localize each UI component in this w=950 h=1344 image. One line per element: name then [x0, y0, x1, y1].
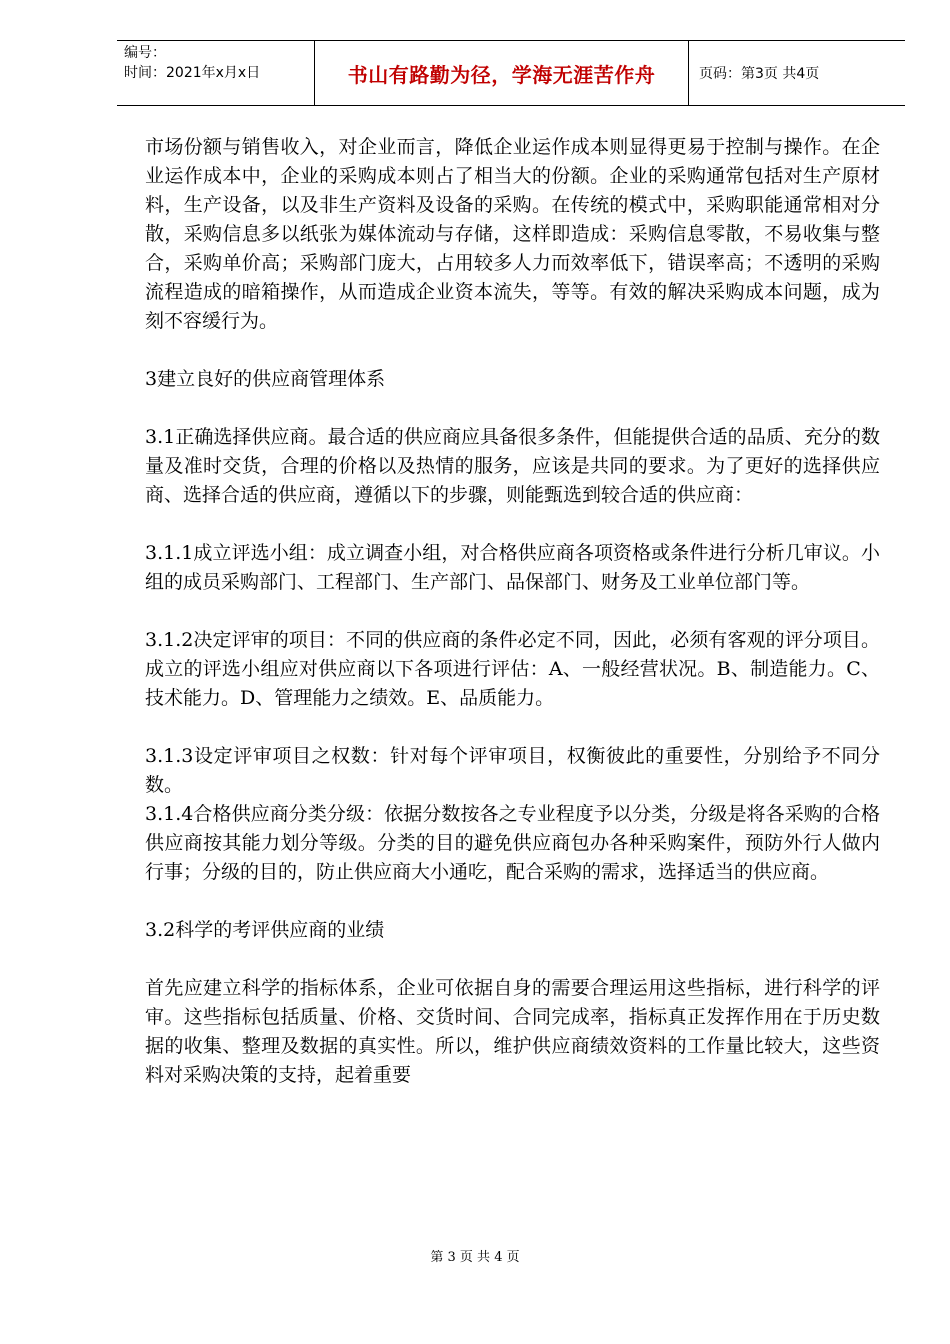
header-motto-cell — [315, 41, 689, 105]
body-paragraph: 首先应建立科学的指标体系，企业可依据自身的需要合理运用这些指标，进行科学的评审。这些指标包括质量、价格、交货时间、合同完成率，指标真正发挥作用在于历史数据的收集、整理及数据的真实性。所以，维护供应商绩效资料的工作量比较大，这些资料对采购决策的支持，起着重要 — [145, 977, 880, 1086]
subsection-paragraph: 3.1.1成立评选小组：成立调查小组，对合格供应商各项资格或条件进行分析几审议。小组的成员采购部门、工程部门、生产部门、品保部门、财务及工业单位部门等。 — [145, 542, 880, 593]
section-heading: 3.2科学的考评供应商的业绩 — [145, 919, 385, 941]
page-header — [117, 40, 905, 106]
header-page-cell — [689, 41, 905, 105]
document-number-label: 编号： — [124, 45, 166, 61]
subsection-paragraph: 3.1.2决定评审的项目：不同的供应商的条件必定不同，因此，必须有客观的评分项目。成立的评选小组应对供应商以下各项进行评估：A、一般经营状况。B、制造能力。C、技术能力。D、管理能力之绩效。E、品质能力。 — [145, 629, 880, 709]
body-paragraph: 市场份额与销售收入，对企业而言，降低企业运作成本则显得更易于控制与操作。在企业运作成本中，企业的采购成本则占了相当大的份额。企业的采购通常包括对生产原材料，生产设备，以及非生产资料及设备的采购。在传统的模式中，采购职能通常相对分散，采购信息多以纸张为媒体流动与存储，这样即造成：采购信息零散，不易收集与整合，采购单价高；采购部门庞大，占用较多人力而效率低下，错误率高；不透明的采购流程造成的暗箱操作，从而造成企业资本流失，等等。有效的解决采购成本问题，成为刻不容缓行为。 — [145, 136, 880, 332]
header-meta-cell — [117, 41, 315, 105]
document-time-label: 时间：2021年x月x日 — [124, 65, 261, 81]
subsection-paragraph: 3.1.3设定评审项目之权数：针对每个评审项目，权衡彼此的重要性，分别给予不同分数。 — [145, 745, 880, 796]
subsection-paragraph: 3.1正确选择供应商。最合适的供应商应具备很多条件，但能提供合适的品质、充分的数量及准时交货，合理的价格以及热情的服务，应该是共同的要求。为了更好的选择供应商、选择合适的供应商，遵循以下的步骤，则能甄选到较合适的供应商： — [145, 426, 880, 506]
document-body — [145, 133, 880, 1090]
header-page-number: 页码：第3页 共4页 — [699, 66, 820, 82]
header-motto: 书山有路勤为径，学海无涯苦作舟 — [347, 62, 656, 87]
subsection-paragraph: 3.1.4合格供应商分类分级：依据分数按各之专业程度予以分类，分级是将各采购的合格供应商按其能力划分等级。分类的目的避免供应商包办各种采购案件，预防外行人做内行事；分级的目的，防止供应商大小通吃，配合采购的需求，选择适当的供应商。 — [145, 803, 880, 883]
section-heading: 3建立良好的供应商管理体系 — [145, 368, 386, 390]
page-footer: 第 3 页 共 4 页 — [430, 1250, 520, 1265]
